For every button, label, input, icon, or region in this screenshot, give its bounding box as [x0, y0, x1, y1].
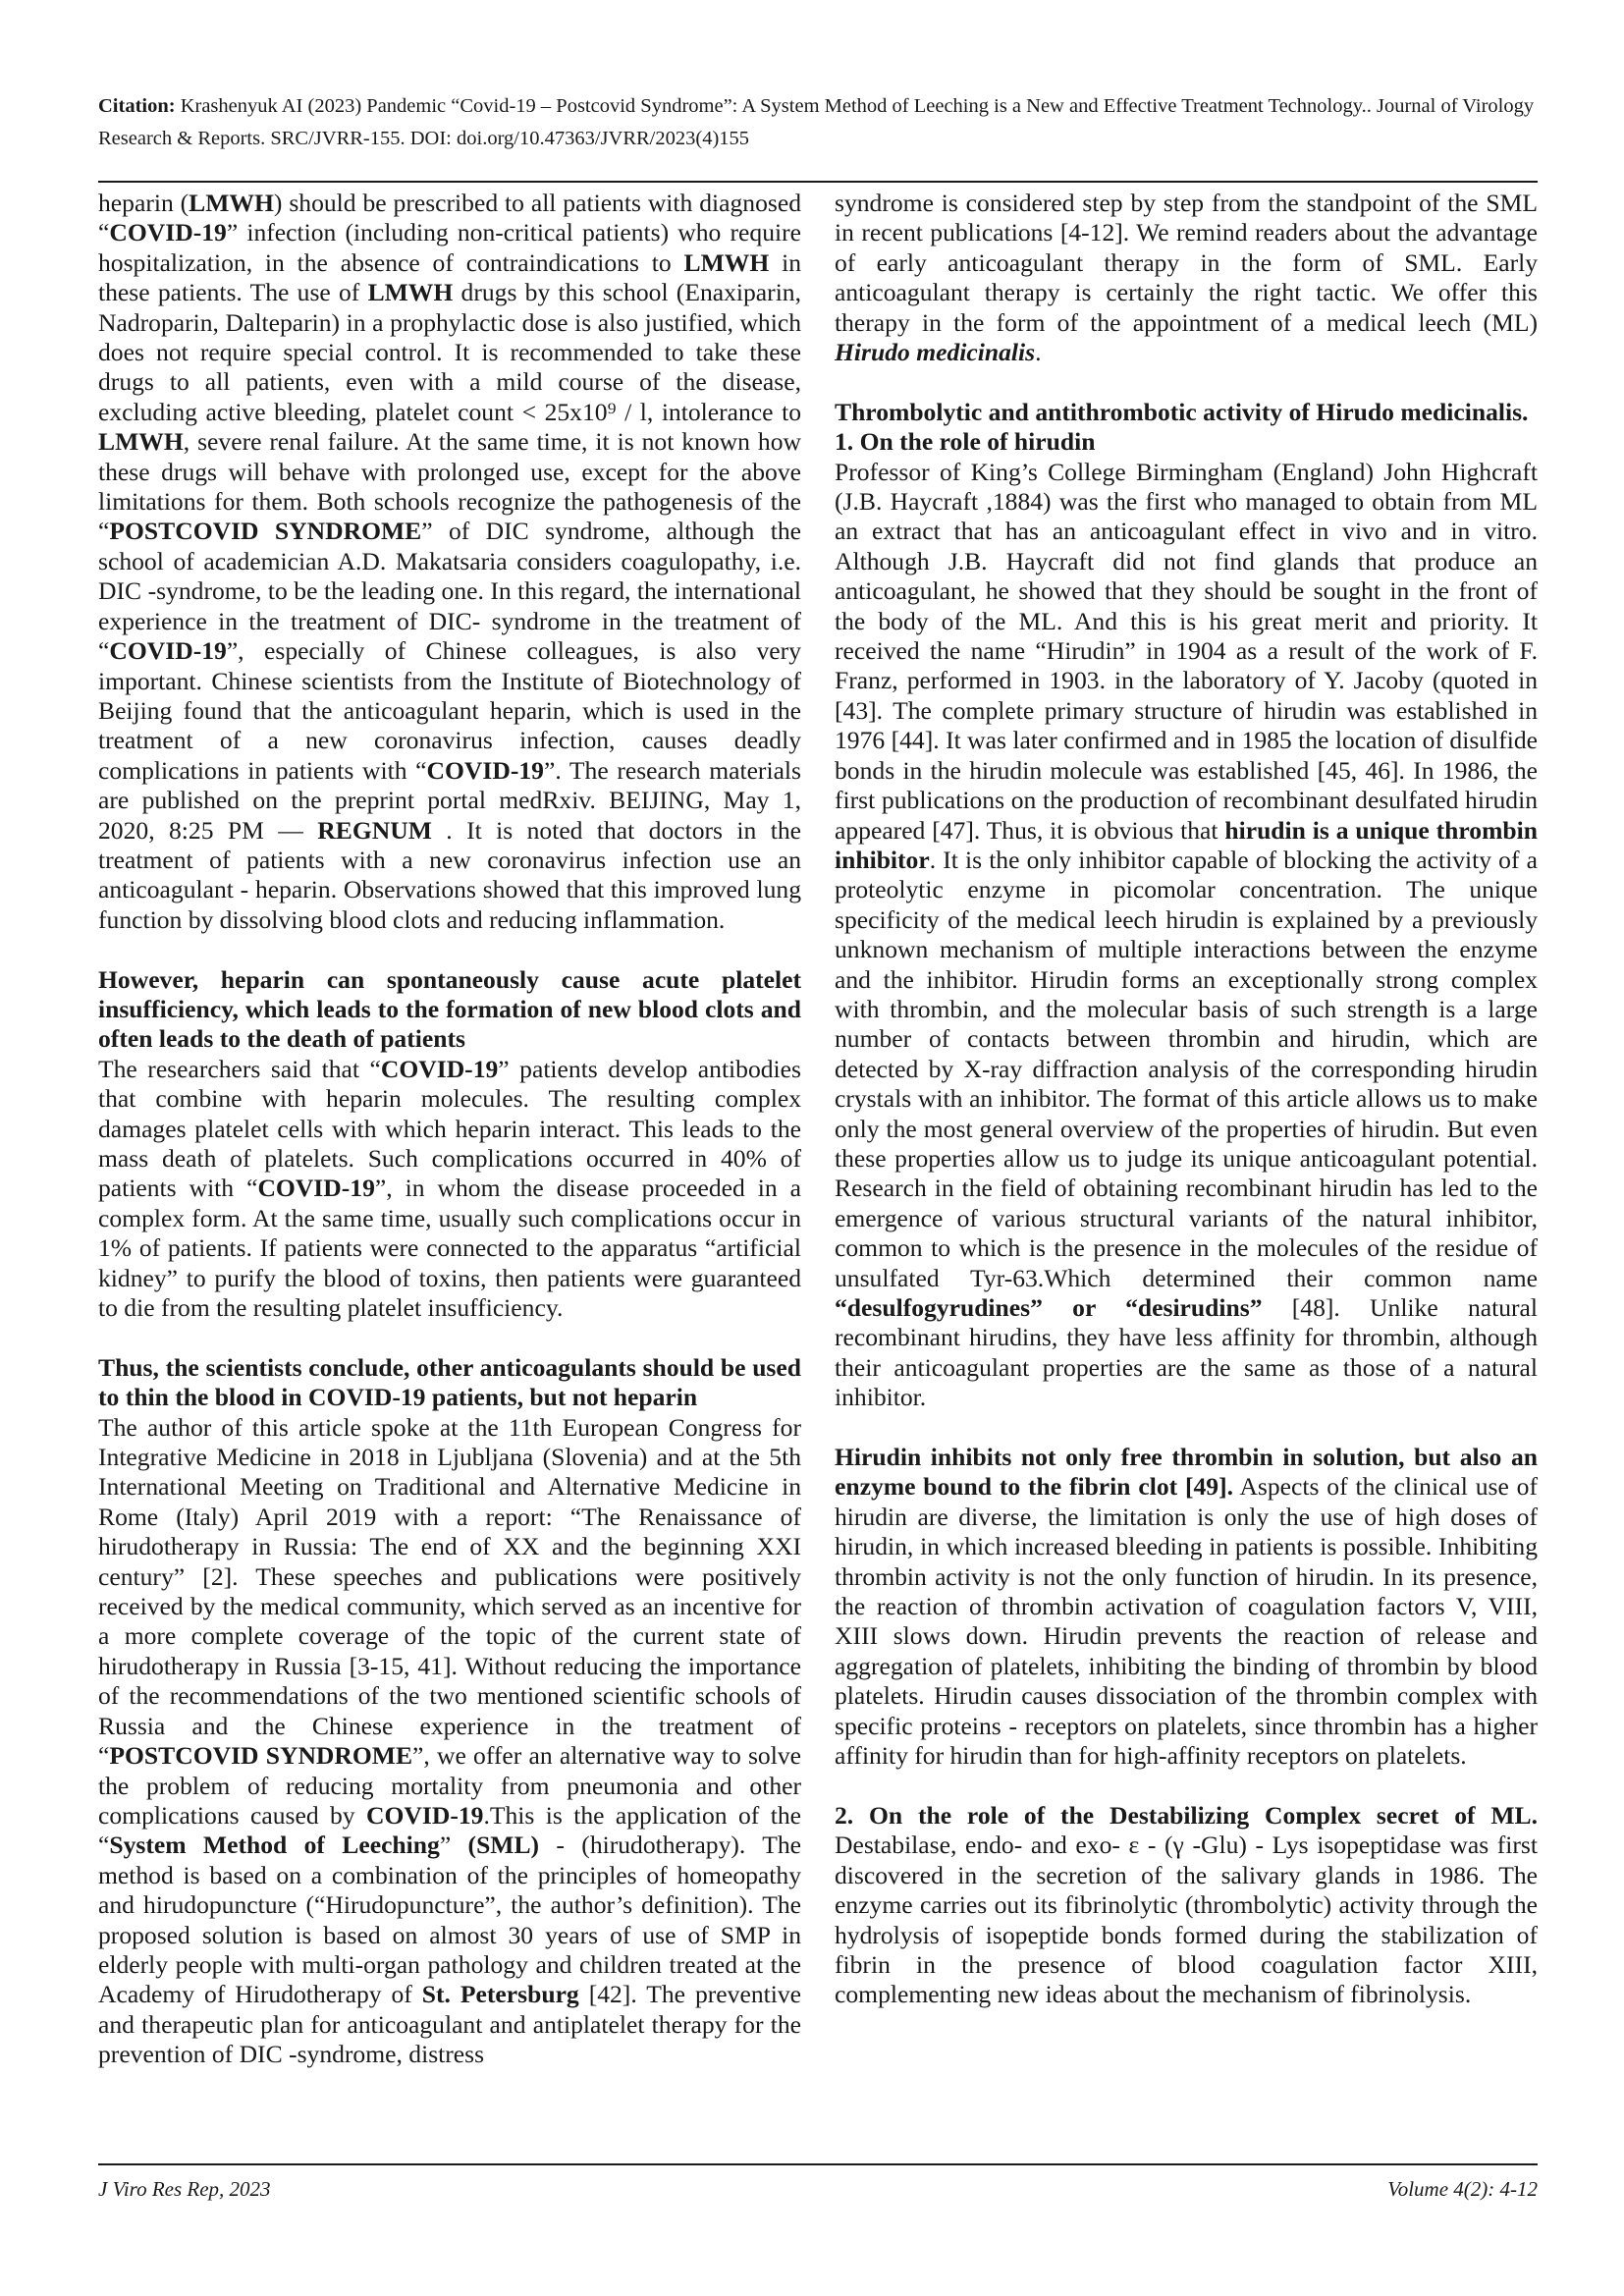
emphasis-run: LMWH — [367, 278, 454, 307]
emphasis-run: St. Petersburg — [421, 1980, 579, 2009]
footer-journal: J Viro Res Rep, 2023 — [98, 2177, 271, 2201]
section-heading: Thus, the scientists conclude, other anticoagulants should be used to thin the blood in COVID-19 patients, but not heparin — [98, 1352, 801, 1412]
text-run: - (hirudotherapy). The method is based on a combination of the principles of homeopathy and hirudopuncture (“Hirudopuncture”, the author’s definition). The proposed solution is based on almost 30 years of use of SMP in elderly people with multi-organ pathology and children treated at the Academy of Hirudotherapy of — [98, 1831, 802, 2009]
emphasis-run: System Method of Leeching — [109, 1831, 440, 1860]
emphasis-run: (SML) — [467, 1831, 540, 1860]
footer-volume: Volume 4(2): 4-12 — [1387, 2177, 1538, 2201]
text-run: . — [1035, 338, 1042, 367]
subsection-heading: 1. On the role of hirudin — [835, 427, 1096, 457]
text-run: ” infection (including non-critical patients) who require hospitalization, in the absence of contraindications to — [98, 218, 801, 277]
text-run: ”, in whom the disease proceeded in a complex form. At the same time, usually such complications occur in 1% of patients. If patients were connected to the apparatus “artificial kidney” to purify the blood of toxins, then patients were guaranteed to die from the resulting platelet insufficiency. — [98, 1174, 802, 1323]
text-run: . It is the only inhibitor capable of blocking the activity of a proteolytic enzyme in picomolar concentration. The unique specificity of the medical leech hirudin is explained by a previously unknown mechanism of multiple interactions between the enzyme and the inhibitor. Hirudin forms an exceptionally strong complex with thrombin, and the molecular basis of such strength is a large number of contacts between thrombin and hirudin, which are detected by X-ray diffraction analysis of the corresponding hirudin crystals with an inhibitor. The format of this article allows us to make only the most general overview of the properties of hirudin. But even these properties allow us to judge its unique anticoagulant potential. Research in the field of obtaining recombinant hirudin has led to the emergence of various structural variants of the natural inhibitor, common to which is the presence in the molecules of the residue of unsulfated Tyr-63.Which determined their common name — [835, 845, 1538, 1292]
text-run: ” of DIC syndrome, although the school of academician A.D. Makatsaria considers coagulopathy, i.e. DIC -syndrome, to be the leading one. In this regard, the international experience in the treatment of DIC- syndrome in the treatment of “ — [98, 517, 801, 666]
emphasis-run: REGNUM — [317, 815, 432, 845]
text-run: Professor of King’s College Birmingham (England) John Highcraft (J.B. Haycraft ,1884) was the first who managed to obtain from ML an extract that has an anticoagulant effect in vivo and in vitro. Although J.B. Haycraft did not find glands that produce an anticoagulant, he showed that they should be sought in the front of the body of the ML. And this is his great merit and priority. It received the name “Hirudin” in 1904 as a result of the work of F. Franz, performed in 1903. in the laboratory of Y. Jacoby (quoted in [43]. The complete primary structure of hirudin was established in 1976 [44]. It was later confirmed and in 1985 the location of disulfide bonds in the hirudin molecule was established [45, 46]. In 1986, the first publications on the production of recombinant desulfated hirudin appeared [47]. Thus, it is obvious that — [835, 457, 1538, 845]
paragraph — [98, 1413, 801, 2070]
emphasis-run: COVID-19 — [366, 1800, 484, 1830]
text-run: Destabilase, endo- and exo- ε - (γ -Glu) - Lys isopeptidase was first discovered in the secretion of the salivary glands in 1986. The enzyme carries out its fibrinolytic (thrombolytic) activity through the hydrolysis of isopeptide bonds formed during the stabilization of fibrin in the presence of blood coagulation factor XIII, complementing new ideas about the mechanism of fibrinolysis. — [835, 1831, 1538, 2009]
citation-header — [98, 90, 1538, 155]
emphasis-run: POSTCOVID SYNDROME — [109, 1741, 413, 1771]
text-run: [48]. Unlike natural recombinant hirudins, they have less affinity for thrombin, although their anticoagulant properties are the same as those of a natural inhibitor. — [835, 1293, 1539, 1412]
paragraph — [835, 1443, 1538, 1771]
emphasis-run: COVID-19 — [109, 636, 227, 666]
emphasis-run: hirudin is a unique thrombin inhibitor — [835, 815, 1538, 874]
citation-text: Krashenyuk AI (2023) Pandemic “Covid-19 – Postcovid Syndrome”: A System Method of Leeching is a New and Effective Treatment Technology.. Journal of Virology Research & Reports. SRC/JVRR-155. DOI: doi.org/10.47363/JVRR/2023(4)155 — [98, 95, 1535, 149]
text-run: ”, especially of Chinese colleagues, is also very important. Chinese scientists from the Institute of Biotechnology of Beijing found that the anticoagulant heparin, which is used in the treatment of a new coronavirus infection, causes deadly complications in patients with “ — [98, 636, 801, 785]
emphasis-run: COVID-19 — [257, 1174, 375, 1203]
citation-label: Citation: — [98, 95, 176, 117]
emphasis-run: LMWH — [683, 247, 770, 277]
emphasis-run: LMWH — [98, 427, 184, 457]
text-run: The author of this article spoke at the 11th European Congress for Integrative Medicine in 2018 in Ljubljana (Slovenia) and at the 5th International Meeting on Traditional and Alternative Medicine in Rome (Italy) April 2019 with a report: “The Renaissance of hirudotherapy in Russia: The end of XX and the beginning XXI century” [2]. These speeches and publications were positively received by the medical community, which served as an incentive for a more complete coverage of the topic of the current state of hirudotherapy in Russia [3-15, 41]. Without reducing the importance of the recommendations of the two mentioned scientific schools of Russia and the Chinese experience in the treatment of “ — [98, 1412, 801, 1771]
emphasis-run: “desulfogyrudines” or “desirudins” — [835, 1293, 1263, 1323]
paragraph — [98, 1055, 801, 1324]
text-run: .This is the application of the “ — [98, 1800, 801, 1860]
text-run: ”, we offer an alternative way to solve the problem of reducing mortality from pneumonia and other complications caused by — [98, 1741, 801, 1830]
emphasis-run: Hirudo medicinalis — [835, 338, 1036, 367]
emphasis-run: Hirudin inhibits not only free thrombin in solution, but also an enzyme bound to the fibrin clot [49]. — [835, 1443, 1538, 1502]
emphasis-run: COVID-19 — [426, 755, 544, 785]
paragraph — [835, 189, 1538, 367]
emphasis-run: 2. On the role of the Destabilizing Complex secret of ML. — [835, 1800, 1538, 1830]
emphasis-run: LMWH — [189, 189, 274, 217]
footer-divider — [98, 2163, 1538, 2165]
text-run: drugs by this school (Enaxiparin, Nadroparin, Dalteparin) in a prophylactic dose is also justified, which does not require special control. It is recommended to take these drugs to all patients, even with a mild course of the disease, excluding active bleeding, platelet count < 25x10⁹ / l, intolerance to — [98, 278, 801, 426]
emphasis-run: COVID-19 — [109, 218, 227, 247]
text-run: . It is noted that doctors in the treatment of patients with a new coronavirus infection use an anticoagulant - heparin. Observations showed that this improved lung function by dissolving blood clots and reducing inflammation. — [98, 815, 801, 934]
text-run: heparin ( — [98, 189, 189, 217]
right-column — [835, 189, 1538, 2010]
left-column — [98, 189, 801, 2070]
paragraph — [98, 189, 801, 935]
section-heading: Thrombolytic and antithrombotic activity of Hirudo medicinalis. — [835, 397, 1529, 426]
text-run: in these patients. The use of — [98, 247, 801, 307]
emphasis-run: POSTCOVID SYNDROME — [109, 517, 422, 546]
text-run: , severe renal failure. At the same time, it is not known how these drugs will behave with prolonged use, except for the above limitations for them. Both schools recognize the pathogenesis of the “ — [98, 427, 801, 546]
emphasis-run: COVID-19 — [380, 1054, 499, 1083]
text-run: ) should be prescribed to all patients with diagnosed “ — [98, 189, 801, 247]
paragraph — [835, 458, 1538, 1413]
text-run: ” patients develop antibodies that combine with heparin molecules. The resulting complex damages platelet cells with which heparin interact. This leads to the mass death of platelets. Such complications occurred in 40% of patients with “ — [98, 1054, 801, 1203]
header-divider — [98, 181, 1538, 183]
text-run: syndrome is considered step by step from the standpoint of the SML in recent publications [4-12]. We remind readers about the advantage of early anticoagulant therapy in the form of SML. Early anticoagulant therapy is certainly the right tactic. We offer this therapy in the form of the appointment of a medical leech (ML) — [835, 189, 1538, 337]
text-run: [42]. The preventive and therapeutic plan for anticoagulant and antiplatelet therapy for the prevention of DIC -syndrome, distress — [98, 1980, 801, 2069]
text-run: ” — [439, 1831, 468, 1860]
text-run: The researchers said that “ — [98, 1054, 381, 1083]
text-run: ”. The research materials are published on the preprint portal medRxiv. BEIJING, May 1, 2020, 8:25 PM — — [98, 755, 802, 845]
paragraph — [835, 1801, 1538, 2010]
text-run: Aspects of the clinical use of hirudin are diverse, the limitation is only the use of high doses of hirudin, in which increased bleeding in patients is possible. Inhibiting thrombin activity is not the only function of hirudin. In its presence, the reaction of thrombin activation of coagulation factors V, VIII, XIII slows down. Hirudin prevents the reaction of release and aggregation of platelets, inhibiting the binding of thrombin by blood platelets. Hirudin causes dissociation of the thrombin complex with specific proteins - receptors on platelets, since thrombin has a higher affinity for hirudin than for high-affinity receptors on platelets. — [835, 1472, 1538, 1771]
section-heading: However, heparin can spontaneously cause acute platelet insufficiency, which leads to the formation of new blood clots and often leads to the death of patients — [98, 964, 801, 1054]
